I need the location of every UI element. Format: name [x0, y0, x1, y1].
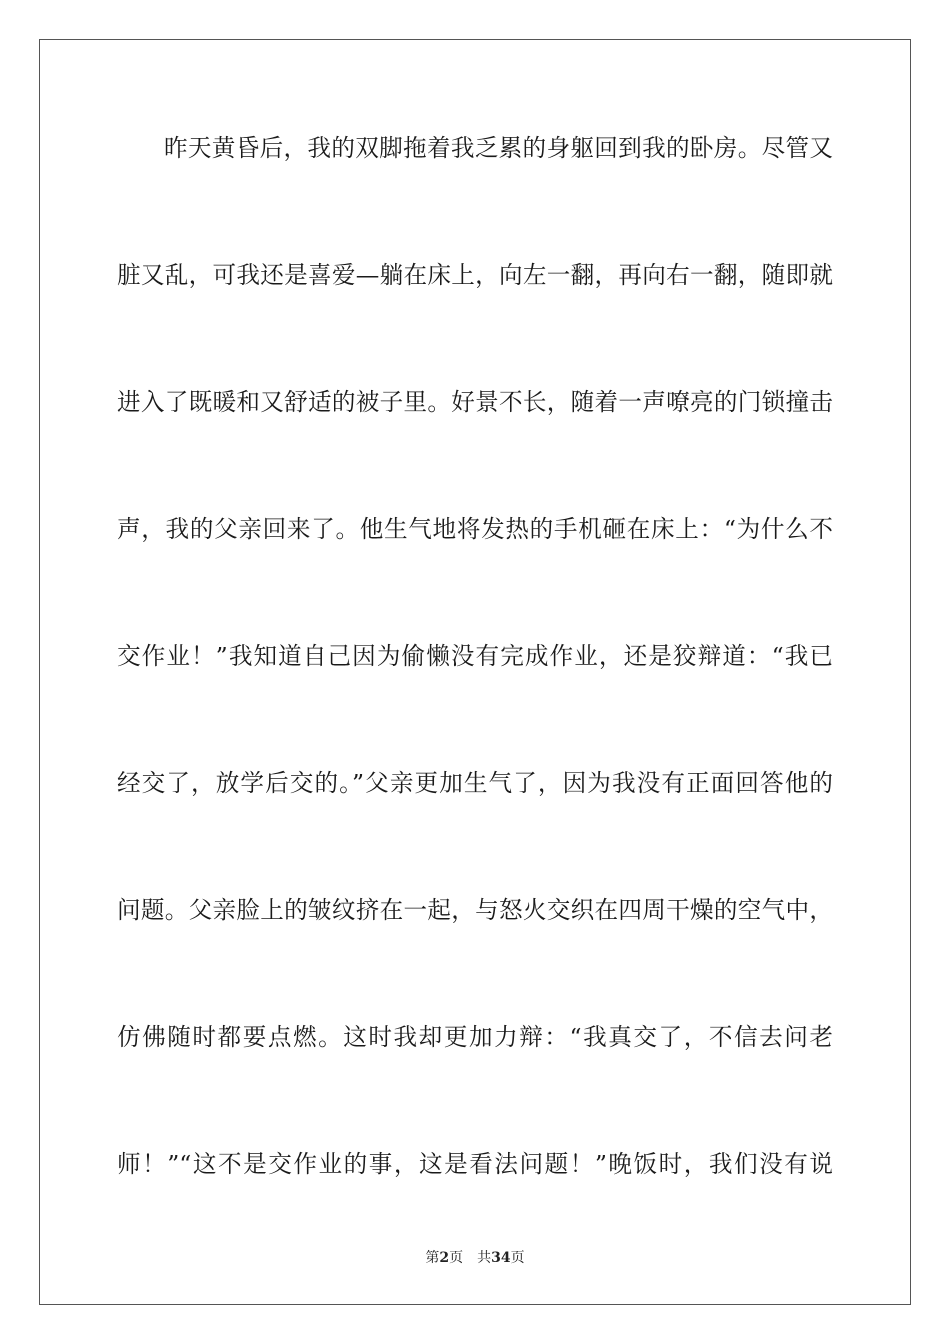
text-line-8: 仿佛随时都要点燃。这时我却更加力辩：“我真交了，不信去问老 — [117, 1023, 833, 1051]
page-footer — [0, 1247, 950, 1267]
page-number: 2 — [439, 1250, 450, 1266]
text-line-3: 进入了既暖和又舒适的被子里。好景不长，随着一声嘹亮的门锁撞击 — [117, 388, 833, 416]
text-line-9: 师！”“这不是交作业的事，这是看法问题！”晚饭时，我们没有说 — [117, 1150, 833, 1178]
page-suffix: 页 — [449, 1250, 464, 1266]
body-text — [117, 128, 833, 1271]
text-line-7: 问题。父亲脸上的皱纹挤在一起，与怒火交织在四周干燥的空气中， — [117, 896, 833, 924]
text-line-5: 交作业！”我知道自己因为偷懒没有完成作业，还是狡辩道：“我已 — [117, 642, 833, 670]
text-line-4: 声，我的父亲回来了。他生气地将发热的手机砸在床上：“为什么不 — [117, 515, 833, 543]
page-prefix: 第 — [425, 1250, 440, 1266]
total-suffix: 页 — [510, 1250, 525, 1266]
total-pages: 34 — [491, 1250, 511, 1266]
total-prefix: 共 — [477, 1250, 492, 1266]
text-line-6: 经交了，放学后交的。”父亲更加生气了，因为我没有正面回答他的 — [117, 769, 833, 797]
text-line-2: 脏又乱，可我还是喜爱—躺在床上，向左一翻，再向右一翻，随即就 — [117, 261, 833, 289]
text-line-1: 昨天黄昏后，我的双脚拖着我乏累的身躯回到我的卧房。尽管又 — [164, 134, 833, 162]
